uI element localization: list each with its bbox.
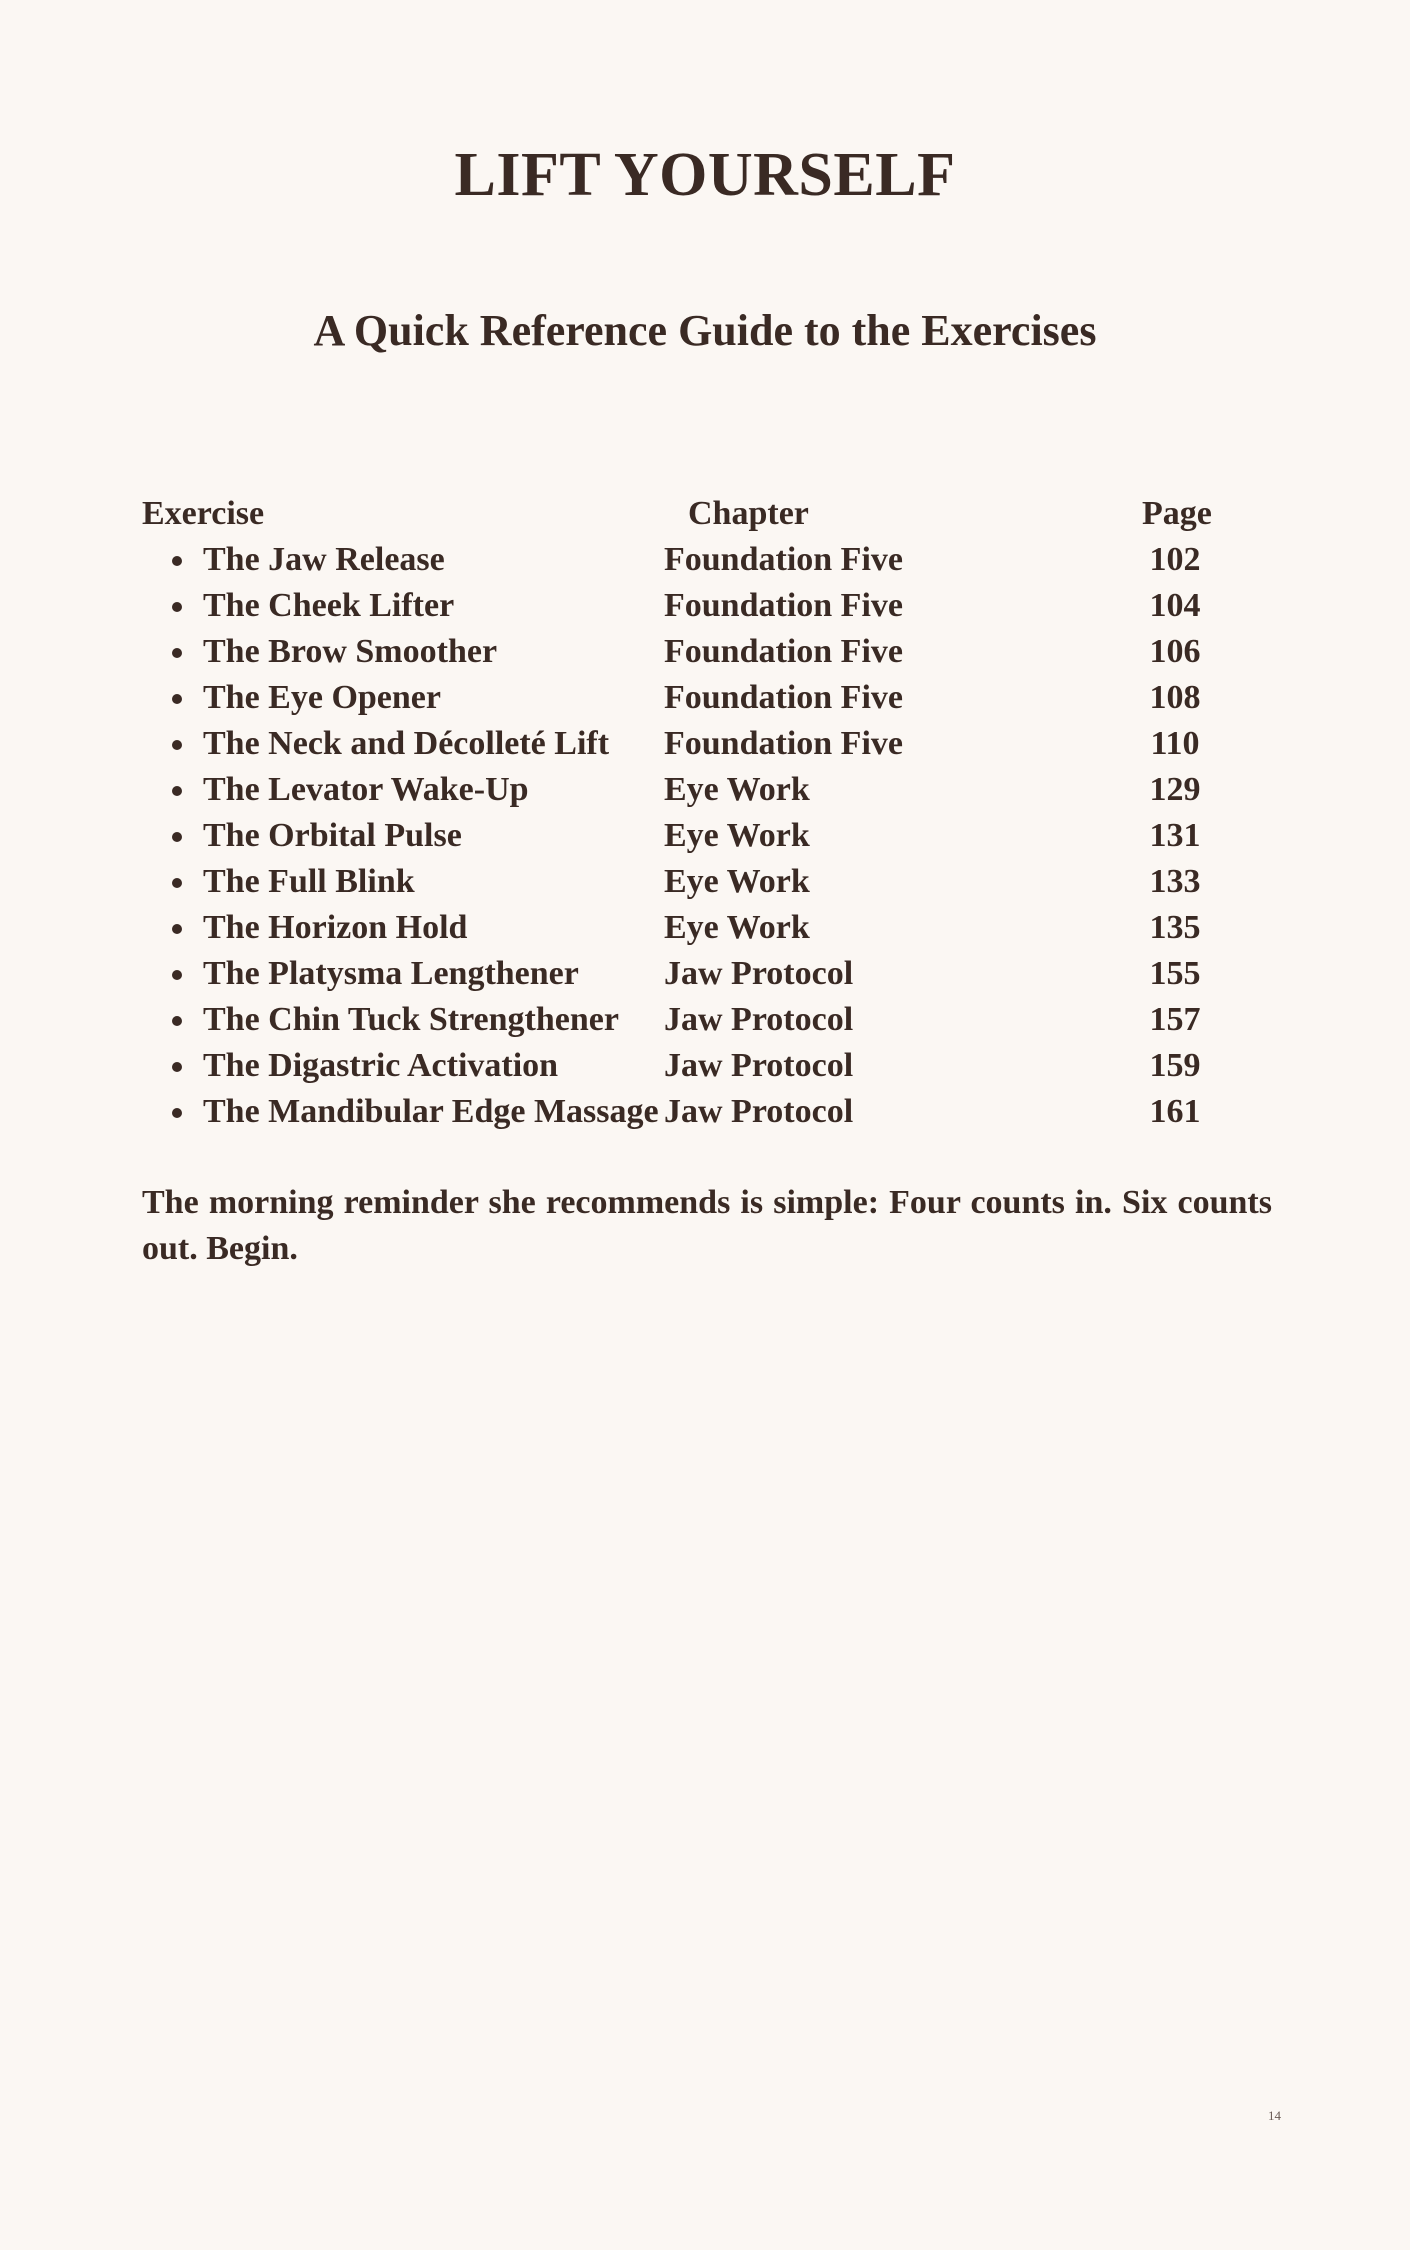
chapter-name: Jaw Protocol [664,1093,854,1130]
table-row [142,1089,1272,1135]
table-row [142,951,1272,997]
closing-paragraph: The morning reminder she recommends is simple: Four counts in. Six counts out. Begin. [142,1184,1272,1267]
exercise-name: The Digastric Activation [203,1047,559,1084]
page-subtitle: A Quick Reference Guide to the Exercises [313,306,1097,355]
bullet-icon [172,924,182,934]
table-row [142,997,1272,1043]
table-row [142,583,1272,629]
chapter-name: Foundation Five [664,725,903,762]
page-ref: 135 [1149,909,1201,946]
bullet-icon [172,786,182,796]
bullet-icon [172,970,182,980]
chapter-name: Jaw Protocol [664,1001,854,1038]
table-row [142,629,1272,675]
page-title: LIFT YOURSELF [454,141,956,209]
header-chapter: Chapter [688,495,809,532]
page-ref: 131 [1149,817,1201,854]
chapter-name: Foundation Five [664,541,903,578]
table-row [142,813,1272,859]
exercise-reference-table [142,491,1272,1135]
bullet-icon [172,832,182,842]
chapter-name: Jaw Protocol [664,955,854,992]
table-row [142,859,1272,905]
chapter-name: Foundation Five [664,587,903,624]
bullet-icon [172,648,182,658]
page-ref: 106 [1149,633,1201,670]
exercise-name: The Jaw Release [203,541,445,578]
header-exercise: Exercise [142,495,265,532]
chapter-name: Eye Work [664,771,810,808]
table-row [142,721,1272,767]
exercise-name: The Full Blink [203,863,415,900]
bullet-icon [172,1108,182,1118]
chapter-name: Eye Work [664,863,810,900]
header-page: Page [1142,495,1212,532]
exercise-name: The Cheek Lifter [203,587,455,624]
page-ref: 129 [1149,771,1201,808]
table-row [142,767,1272,813]
exercise-name: The Eye Opener [203,679,441,716]
page-ref: 157 [1149,1001,1201,1038]
exercise-name: The Chin Tuck Strengthener [203,1001,619,1038]
table-row [142,675,1272,721]
bullet-icon [172,1016,182,1026]
chapter-name: Eye Work [664,909,810,946]
bullet-icon [172,878,182,888]
page-ref: 104 [1149,587,1201,624]
chapter-name: Jaw Protocol [664,1047,854,1084]
chapter-name: Foundation Five [664,679,903,716]
bullet-icon [172,1062,182,1072]
exercise-name: The Brow Smoother [203,633,498,670]
exercise-name: The Platysma Lengthener [203,955,579,992]
page-ref: 133 [1149,863,1201,900]
exercise-name: The Mandibular Edge Massage [203,1093,659,1130]
chapter-name: Eye Work [664,817,810,854]
table-header [142,491,1272,537]
page-ref: 102 [1149,541,1201,578]
table-row [142,1043,1272,1089]
exercise-name: The Orbital Pulse [203,817,462,854]
page-ref: 155 [1149,955,1201,992]
page-number: 14 [1268,2108,1281,2123]
exercise-name: The Horizon Hold [203,909,468,946]
bullet-icon [172,556,182,566]
page-ref: 108 [1149,679,1201,716]
page-ref: 110 [1150,725,1200,762]
page-ref: 159 [1149,1047,1201,1084]
table-body [142,537,1272,1135]
table-row [142,537,1272,583]
exercise-name: The Levator Wake-Up [203,771,529,808]
chapter-name: Foundation Five [664,633,903,670]
bullet-icon [172,740,182,750]
bullet-icon [172,694,182,704]
bullet-icon [172,602,182,612]
table-row [142,905,1272,951]
exercise-name: The Neck and Décolleté Lift [203,725,610,762]
page-ref: 161 [1149,1093,1201,1130]
